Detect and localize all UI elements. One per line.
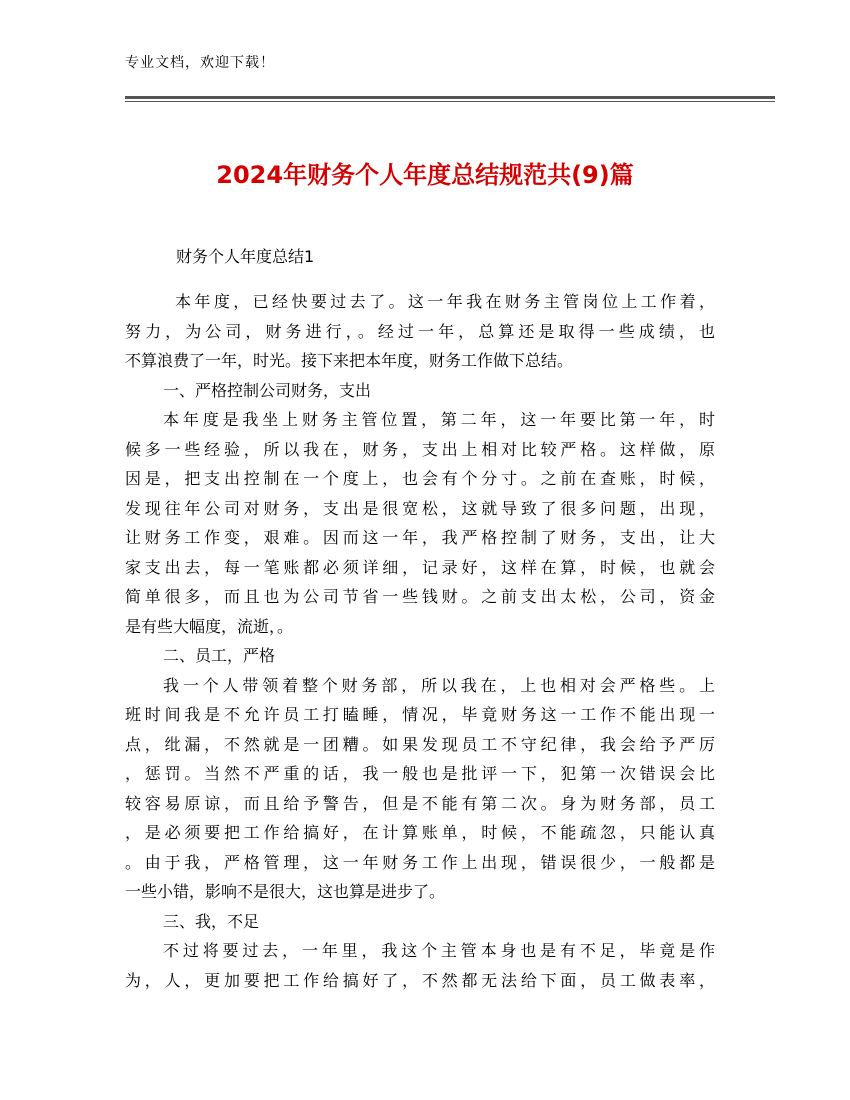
header-rule-thin: [125, 101, 775, 102]
body-line: 本年度是我坐上财务主管位置，第二年，这一年要比第一年，时: [163, 410, 715, 429]
body-line: 因是，把支出控制在一个度上，也会有个分寸。之前在查账，时候，: [125, 469, 715, 488]
body-line: 是有些大幅度，流逝，。: [125, 616, 294, 636]
body-line: ，惩罚。当然不严重的话，我一般也是批评一下，犯第一次错误会比: [125, 764, 715, 783]
body-line: 让财务工作变，艰难。因而这一年，我严格控制了财务，支出，让大: [125, 528, 715, 547]
body-line: 三、我，不足: [163, 911, 260, 931]
header-note: 专业文档，欢迎下载！: [125, 55, 275, 71]
body-line: 本年度，已经快要过去了。这一年我在财务主管岗位上工作着，: [175, 292, 715, 311]
body-line: 努力，为公司，财务进行，。经过一年，总算还是取得一些成绩，也: [125, 321, 715, 341]
body-line: 。由于我，严格管理，这一年财务工作上出现，错误很少，一般都是: [125, 852, 715, 872]
body-line: 不过将要过去，一年里，我这个主管本身也是有不足，毕竟是作: [163, 941, 715, 960]
body-line: 点，纰漏，不然就是一团糟。如果发现员工不守纪律，我会给予严厉: [125, 734, 715, 754]
body-line: ，是必须要把工作给搞好，在计算账单，时候，不能疏忽，只能认真: [125, 823, 715, 842]
body-line: 不算浪费了一年，时光。接下来把本年度，财务工作做下总结。: [125, 351, 574, 370]
body-line: 家支出去，每一笔账都必须详细，记录好，这样在算，时候，也就会: [125, 557, 715, 577]
body-line: 一些小错，影响不是很大，这也算是进步了。: [125, 882, 446, 901]
body-line: 简单很多，而且也为公司节省一些钱财。之前支出太松，公司，资金: [125, 587, 715, 606]
body-line: 候多一些经验，所以我在，财务，支出上相对比较严格。这样做，原: [125, 439, 715, 459]
header-rule: [125, 96, 775, 99]
body-line: 班时间我是不允许员工打瞌睡，情况，毕竟财务这一工作不能出现一: [125, 705, 715, 724]
body-text: [125, 287, 715, 995]
body-line: 二、员工，严格: [163, 646, 276, 665]
body-line: 发现往年公司对财务，支出是很宽松，这就导致了很多问题，出现，: [125, 498, 715, 518]
body-line: 一、严格控制公司财务，支出: [163, 380, 372, 400]
section-heading: 财务个人年度总结1: [176, 247, 315, 266]
document-title: 2024年财务个人年度总结规范共(9)篇: [216, 161, 634, 189]
body-line: 为，人，更加要把工作给搞好了，不然都无法给下面，员工做表率，: [125, 970, 715, 990]
body-line: 较容易原谅，而且给予警告，但是不能有第二次。身为财务部，员工: [125, 793, 715, 813]
body-line: 我一个人带领着整个财务部，所以我在，上也相对会严格些。上: [163, 675, 715, 695]
